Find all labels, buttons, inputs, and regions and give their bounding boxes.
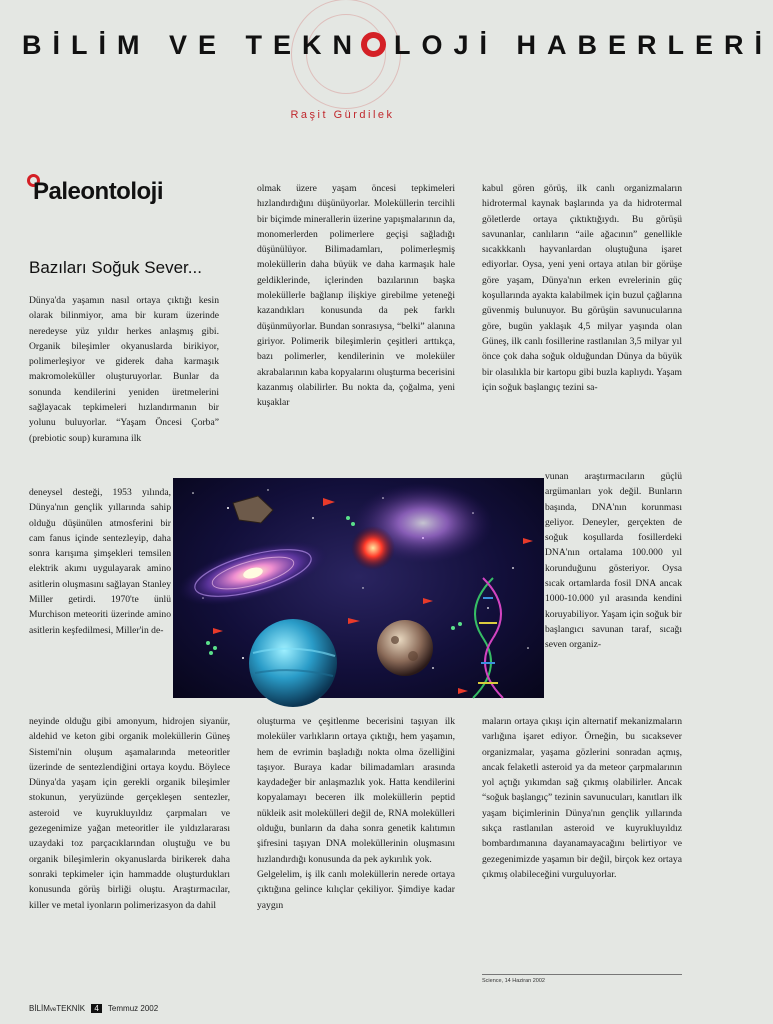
paragraph: kabul gören görüş, ilk canlı organizmaların hidrotermal kaynak başlarında ya da hidrotermal göletlerde ortaya çıktıktığıydı. Bu görüşü savunanlar, canlıların “aile ağacının” genellikle sıcakkkanlı hayvanlardan oluştuğuna işaret ediyorlar. Oysa, yeni yeni ortaya atılan bir görüşe göre yaşam, Dünya'nın erken evrelerinin güç koşullarında ayakta kalabilmek için buzul çağlarına güvenmiş bulunuyor. Bu görüşün savunucularına göre, bugün yaklaşık 4,5 milyar yaşında olan Güneş, ilk canlı fosillerine rastlanılan 3,5 milyar yıl önce çok daha soğuk olduğundan Dünya da büyük bir olasılıkla bir kartopu gibi buzla kaplıydı. Yaşam için soğuk başlangıç tezini sa-: [482, 183, 682, 393]
masthead-text-part2: LOJİ HABERLERİ: [394, 30, 773, 60]
space-illustration: [173, 478, 544, 698]
section-title: Paleontoloji: [33, 178, 164, 205]
paragraph: deneysel desteği, 1953 yılında, Dünya'nın gençlik yıllarında sahip olduğu düşünülen atmosferini bir cam fanus içinde sentezleyip, daha sonra karışıma şimşekleri temsilen elektrik akımı uygulayarak amino asitlerin oluşmasını sağlayan Stanley Miller getirdi. 1970'te ünlü Murchison meteoriti üzerinde amino asitlerin keşfedilmesi, Miller'in de-: [29, 487, 172, 636]
footer-magazine-name-and: ve: [49, 1007, 57, 1013]
paragraph: maların ortaya çıkışı için alternatif mekanizmaların varlığına işaret ediyor. Örneğin, bu sıcaksever organizmalar, yaşama gözlerini sonradan açmış, ancak felaketli asteroid ya da meteor çarpmalarının yol açtığı yıkımdan sağ çıkmış olabilirler. Ancak “soğuk başlangıç” tezinin savunucuları, kanıtları ilk yaşam biçimlerinin Dünya'nın gençlik yıllarında sıkça rastlanılan asteroid ve kuyrukluyıldız bombardımanına dayanamayacağını belirtiyor ve gezegenimizde yaşamın bir değil, birçok kez ortaya çıkmış olabileceğini vurguluyorlar.: [482, 716, 682, 880]
article-text-block: [29, 485, 171, 638]
article-title: Bazıları Soğuk Sever...: [29, 258, 202, 277]
paragraph: oluşturma ve çeşitlenme becerisini taşıyan ilk moleküler varlıkların ortaya çıktığı, hem yaşamın, hem de evrimin başladığı nokta olma özelliğini taşıyor. Buraya kadar bilimadamları arasında kaydadeğer bir anlaşmazlık yok. Hatta kendilerini kopyalamayı beceren ilk moleküllerin peptid nükleik asit molekülleri değil de, RNA molekülleri olduğu, bunların da daha sonra genetik kalıtımın şifresini taşıyan DNA moleküllerinin oluşmasını hızlandırdığı konusunda da pek aykırılık yok. Gelgelelim, iş ilk canlı moleküllerin nerede ortaya çıktığına gelince kılıçlar çekiliyor. Şimdiye kadar yaygın: [257, 716, 455, 911]
paragraph: Dünya'da yaşamın nasıl ortaya çıktığı kesin olarak bilinmiyor, ama bir kuram üzerinde neredeyse yüz yıldır herkes anlaşmış gibi. Organik bileşimler okyanuslarda birikiyor, polimerleşiyor ve giderek daha karmaşık makromoleküller oluşturuyorlar. Bunlar da sonunda kendilerini yeniden üretmelerini sağlayacak tepkimeleri hızlandırmanın bir yolunu buluyorlar. “Yaşam Öncesi Çorba” (prebiotic soup) kuramına ilk: [29, 295, 219, 444]
paragraph: olmak üzere yaşam öncesi tepkimeleri hızlandırdığını düşünüyorlar. Moleküllerin tercihli bir biçimde minerallerin üzerine yapışmalarının da, monomerlerden polimerlere geçişi sağladığı düşünülüyor. Bilimadamları, polimerleşmiş moleküllerin daha büyük ve daha karmaşık hale geldiklerinde, içlerinden bazılarının başka moleküllerle bağlanıp ilişkiye girebilme yeteneği kazandıkları konusunda da pek farklı düşünmüyorlar. Bundan sonrasıysa, “belki” alanına giriyor. Polimerik bileşimlerin çeşitleri arttıkça, bazı polimerler, kendilerinin ve moleküler akrabalarının kaba kopyalarını oluşturma becerisini kazanmış olabilirler. Bu nokta da, çoğalma, yeni kuşaklar: [257, 183, 455, 409]
author-name: Raşit Gürdilek: [290, 109, 395, 121]
footer-magazine-name-left: BİLİM: [29, 1004, 50, 1013]
red-ring-icon: [361, 32, 386, 57]
page-footer: [29, 1004, 158, 1013]
article-text-block: [29, 714, 230, 913]
masthead-text-part1: BİLİM VE TEKN: [22, 30, 364, 60]
footer-magazine-name-right: TEKNİK: [56, 1004, 86, 1013]
masthead: [22, 30, 773, 70]
article-text-block: [482, 181, 682, 395]
article-text-block: [482, 714, 682, 882]
article-text-block: [257, 714, 455, 913]
source-citation: Science, 14 Haziran 2002: [482, 974, 682, 984]
space-illustration-graphic: [173, 478, 544, 698]
dna-strand-graphic: [473, 578, 503, 698]
paragraph: neyinde olduğu gibi amonyum, hidrojen siyanür, aldehid ve keton gibi organik moleküllerin Güneş Sistemi'nin oluşum aşamalarında meteoritler üzerinde de sentezlendiğini ortaya koydu. Böylece Dünya'da yaşam için gerekli organik bileşimler stokunun, yeryüzünde gerçekleşen sentezler, asteroid ve kuyrukluyıldız çarpmaları ve gezegenimize yağan meteoritler ile yıldızlararası uzaydaki toz parçacıklarından oluştuğu ve bu organik bileşimlerin okyanuslarda birikerek daha sonraki tepkimeler için hammadde oluşturdukları konusunda görüş birliği oluştu. Araştırmacılar, killer ve metal iyonların polimerizasyon da dahil: [29, 716, 230, 911]
article-text-block: [257, 181, 455, 410]
page-number: 4: [91, 1004, 101, 1013]
article-text-block: [545, 469, 682, 653]
paragraph: vunan araştırmacıların güçlü argümanları yok değil. Bunların başında, DNA'nın korunması geliyor. Deneyler, gerçekten de soğuk koşullarda fosillerdeki DNA'nın ortalama 100.000 yıl korunduğunu gösteriyor. Oysa sıcak ortamlarda fosil DNA ancak 1000-10.000 yıl arasında kendini koruyabiliyor. Yaşam için soğuk bir başlangıcı savunan taraf, sıcağı seven organiz-: [545, 471, 682, 651]
issue-date: Temmuz 2002: [107, 1004, 159, 1013]
article-text-block: [29, 293, 219, 446]
